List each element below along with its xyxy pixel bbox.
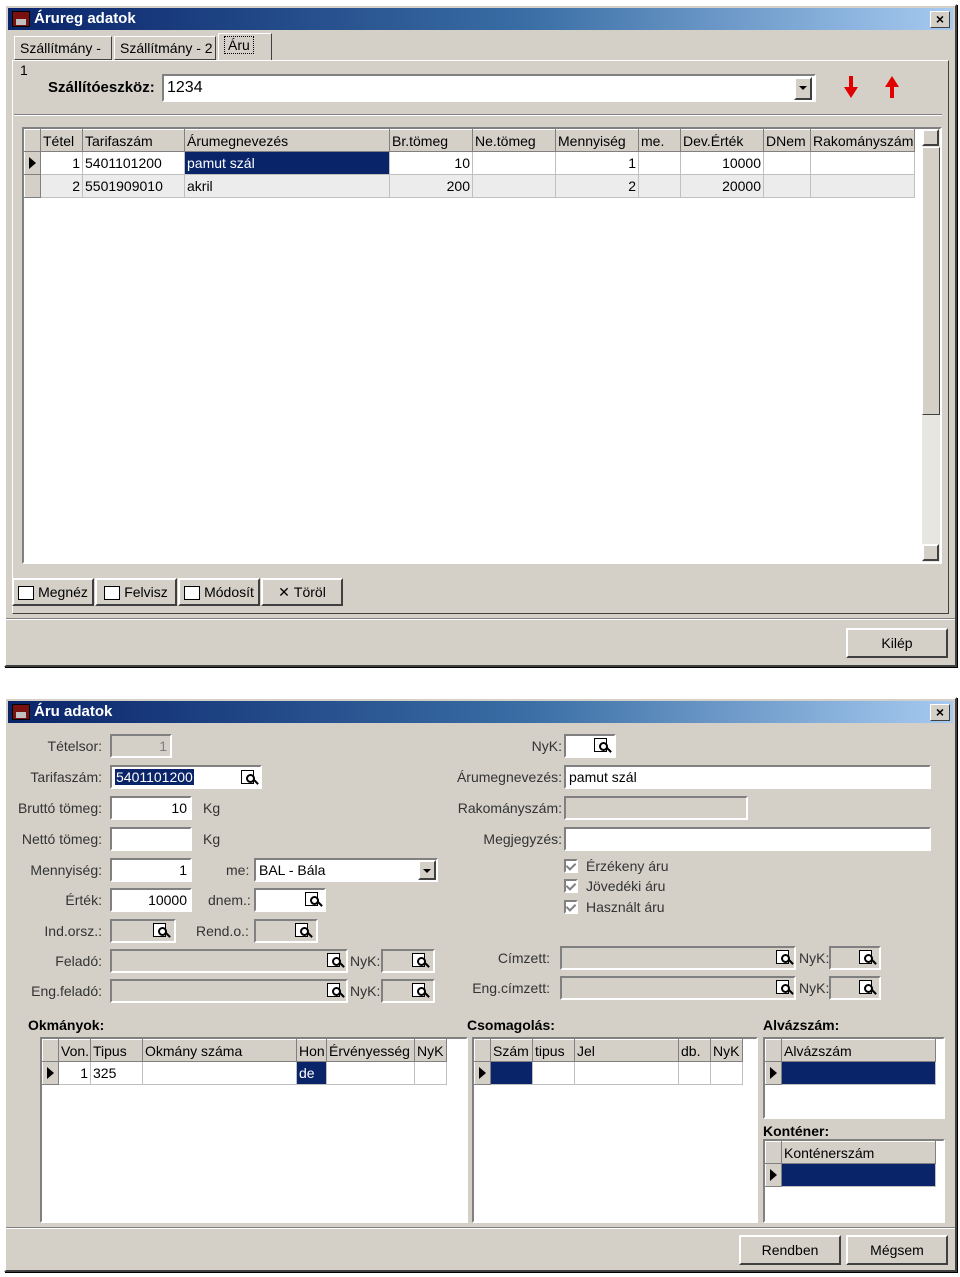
used-label: Használt áru <box>586 899 665 915</box>
cell-erv[interactable] <box>327 1062 415 1085</box>
label-megjegyzes: Megjegyzés: <box>483 831 562 847</box>
row-indicator <box>475 1062 491 1085</box>
felado-field <box>110 949 348 973</box>
delete-label: Töröl <box>293 584 326 600</box>
excise-checkbox[interactable] <box>564 879 578 893</box>
scroll-down-button[interactable] <box>922 544 939 561</box>
cell-ne[interactable] <box>473 152 556 175</box>
tetelsor-field <box>110 734 172 758</box>
megjegyzes-field[interactable] <box>564 827 931 851</box>
felado-nyk-lookup-icon[interactable] <box>411 952 431 970</box>
cell-nev[interactable]: akril <box>185 175 390 198</box>
engfelado-lookup-icon[interactable] <box>326 982 346 1000</box>
label-nyk-top: NyK: <box>531 738 562 754</box>
cell-hon[interactable]: de <box>297 1062 327 1085</box>
window-title: Árureg adatok <box>34 10 136 27</box>
label-rendo: Rend.o.: <box>196 923 249 939</box>
col-header[interactable]: Dev.Érték <box>681 130 764 152</box>
items-grid[interactable] <box>22 127 942 564</box>
used-checkbox[interactable] <box>564 900 578 914</box>
col-header[interactable]: db. <box>679 1040 711 1062</box>
row-indicator <box>766 1062 782 1085</box>
tab-szallitmany-2[interactable] <box>114 36 216 60</box>
view-label: Megnéz <box>38 584 88 600</box>
cell-br[interactable]: 200 <box>390 175 473 198</box>
kontener-grid[interactable] <box>763 1139 945 1223</box>
cell-dev[interactable]: 20000 <box>681 175 764 198</box>
brutto-field[interactable] <box>110 796 192 820</box>
add-icon <box>104 586 120 600</box>
cell-menny[interactable]: 1 <box>556 152 639 175</box>
edit-button[interactable] <box>178 578 260 606</box>
label-tarifaszam: Tarifaszám: <box>30 769 102 785</box>
col-header[interactable]: DNem <box>764 130 811 152</box>
cell-tarifa[interactable]: 5401101200 <box>83 152 185 175</box>
row-indicator <box>766 1164 782 1187</box>
cell-kontener[interactable] <box>782 1164 936 1187</box>
label-engfelado: Eng.feladó: <box>31 983 102 999</box>
table-header <box>766 1040 936 1062</box>
label-indorsz: Ind.orsz.: <box>44 923 102 939</box>
col-header[interactable]: Árumegnevezés <box>185 130 390 152</box>
label-tetelsor: Tételsor: <box>47 738 102 754</box>
cell-me[interactable] <box>639 152 681 175</box>
col-header[interactable]: NyK <box>711 1040 743 1062</box>
label-netto: Nettó tömeg: <box>21 831 102 847</box>
row-indicator <box>25 152 41 175</box>
table-row[interactable] <box>25 175 915 198</box>
cell-tetel[interactable]: 2 <box>41 175 83 198</box>
close-button[interactable]: × <box>930 704 950 721</box>
view-button[interactable] <box>12 578 94 606</box>
corner-cell <box>43 1040 59 1062</box>
cell-nyk[interactable] <box>415 1062 447 1085</box>
exit-label: Kilép <box>881 635 913 651</box>
cell-tetel[interactable]: 1 <box>41 152 83 175</box>
titlebar <box>8 701 953 723</box>
table-row[interactable] <box>766 1164 936 1187</box>
cell-ne[interactable] <box>473 175 556 198</box>
cell-tarifa[interactable]: 5501909010 <box>83 175 185 198</box>
label-engcimzett: Eng.címzett: <box>472 980 550 996</box>
view-icon <box>18 586 34 600</box>
label-cimzett: Címzett: <box>497 950 550 966</box>
alvaz-table <box>765 1039 936 1085</box>
tab-label: Áru <box>224 36 254 54</box>
alvaz-grid[interactable] <box>763 1037 945 1119</box>
ertek-field[interactable] <box>110 888 192 912</box>
me-value: BAL - Bála <box>259 862 326 878</box>
cancel-label: Mégsem <box>870 1242 924 1258</box>
col-header[interactable]: Jel <box>575 1040 679 1062</box>
col-header[interactable]: Von. <box>59 1040 91 1062</box>
cimzett-field <box>560 946 796 970</box>
cancel-button[interactable] <box>846 1235 948 1265</box>
separator <box>14 114 942 116</box>
label-engfelado-nyk: NyK: <box>350 983 381 999</box>
col-header[interactable]: me. <box>639 130 681 152</box>
label-ertek: Érték: <box>65 892 102 908</box>
tab-label: Szállítmány - 1 <box>20 40 101 78</box>
csomagolas-title: Csomagolás: <box>467 1017 555 1033</box>
cell-dnem[interactable] <box>764 175 811 198</box>
table-row[interactable] <box>766 1062 936 1085</box>
col-header[interactable]: Ne.tömeg <box>473 130 556 152</box>
okmanyok-title: Okmányok: <box>28 1017 105 1033</box>
netto-unit: Kg <box>203 831 221 847</box>
scroll-up-button[interactable] <box>922 129 939 146</box>
indorsz-lookup-icon[interactable] <box>152 922 172 940</box>
delete-button[interactable] <box>261 578 343 606</box>
table-header <box>766 1142 936 1164</box>
cell-szam[interactable] <box>491 1062 533 1085</box>
kontener-title: Konténer: <box>763 1123 830 1139</box>
kontener-table <box>765 1141 936 1187</box>
cimzett-nyk-lookup-icon[interactable] <box>858 949 878 967</box>
window-title: Áru adatok <box>34 703 113 720</box>
sensitive-checkbox[interactable] <box>564 859 578 873</box>
tab-label: Szállítmány - 2 <box>120 40 213 56</box>
col-header[interactable]: Tarifaszám <box>83 130 185 152</box>
mennyiseg-field[interactable] <box>110 858 192 882</box>
felado-lookup-icon[interactable] <box>326 952 346 970</box>
transport-dropdown-button[interactable] <box>794 77 812 100</box>
label-felado-nyk: NyK: <box>350 953 381 969</box>
label-felado: Feladó: <box>55 953 102 969</box>
okmanyok-grid[interactable] <box>40 1037 468 1223</box>
me-select[interactable] <box>254 858 438 882</box>
engcimzett-field <box>560 976 796 1000</box>
me-dropdown-button[interactable] <box>418 860 436 880</box>
col-header[interactable]: Szám <box>491 1040 533 1062</box>
col-header[interactable]: Br.tömeg <box>390 130 473 152</box>
app-icon <box>12 704 30 720</box>
window-arureg <box>4 4 957 667</box>
vertical-scrollbar[interactable] <box>922 129 940 562</box>
add-label: Felvisz <box>124 584 168 600</box>
cell-dev[interactable]: 10000 <box>681 152 764 175</box>
rendo-lookup-icon[interactable] <box>294 922 314 940</box>
engfelado-nyk-lookup-icon[interactable] <box>411 982 431 1000</box>
label-rakomany: Rakományszám: <box>457 800 562 816</box>
brutto-unit: Kg <box>203 800 221 816</box>
col-header[interactable]: Mennyiség <box>556 130 639 152</box>
transport-combo[interactable] <box>162 74 816 102</box>
tarifaszam-value: 5401101200 <box>116 769 193 785</box>
col-header[interactable]: Tétel <box>41 130 83 152</box>
col-header[interactable]: Hon <box>297 1040 327 1062</box>
cell-dnem[interactable] <box>764 152 811 175</box>
engfelado-field <box>110 979 348 1003</box>
cell-rak[interactable] <box>811 152 915 175</box>
corner-cell <box>766 1040 782 1062</box>
col-header[interactable]: Rakományszám <box>811 130 915 152</box>
table-row[interactable] <box>25 152 915 175</box>
table-row[interactable] <box>475 1062 743 1085</box>
tab-szallitmany-1[interactable] <box>14 36 112 78</box>
exit-button[interactable] <box>846 628 948 658</box>
label-cimzett-nyk: NyK: <box>799 950 830 966</box>
cell-br[interactable]: 10 <box>390 152 473 175</box>
row-indicator <box>43 1062 59 1085</box>
col-header[interactable]: Alvázszám <box>782 1040 936 1062</box>
scroll-thumb[interactable] <box>922 147 940 415</box>
titlebar <box>8 8 953 30</box>
label-brutto: Bruttó tömeg: <box>17 800 102 816</box>
col-header[interactable]: Okmány száma <box>143 1040 297 1062</box>
move-down-icon[interactable] <box>844 76 858 98</box>
tetelsor-value: 1 <box>159 738 167 754</box>
cell-nyk[interactable] <box>711 1062 743 1085</box>
col-header[interactable]: tipus <box>533 1040 575 1062</box>
engcimzett-lookup-icon[interactable] <box>775 979 795 997</box>
tarifaszam-lookup-icon[interactable] <box>240 769 260 787</box>
cell-menny[interactable]: 2 <box>556 175 639 198</box>
label-arumegnev: Árumegnevezés: <box>456 769 562 785</box>
cell-alvaz[interactable] <box>782 1062 936 1085</box>
cell-rak[interactable] <box>811 175 915 198</box>
csomagolas-table <box>474 1039 743 1085</box>
cell-nev[interactable]: pamut szál <box>185 152 390 175</box>
label-mennyiseg: Mennyiség: <box>30 862 102 878</box>
corner-cell <box>475 1040 491 1062</box>
corner-cell <box>25 130 41 152</box>
cell-me[interactable] <box>639 175 681 198</box>
alvaz-title: Alvázszám: <box>763 1017 840 1033</box>
cell-szam[interactable] <box>143 1062 297 1085</box>
arumegnev-field[interactable] <box>564 765 931 789</box>
window-aru-adatok <box>4 697 957 1272</box>
arumegnev-value: pamut szál <box>569 769 637 785</box>
brutto-value: 10 <box>171 800 187 816</box>
cell-von[interactable]: 1 <box>59 1062 91 1085</box>
separator <box>6 1227 955 1229</box>
col-header[interactable]: Érvényesség <box>327 1040 415 1062</box>
col-header[interactable]: Konténerszám <box>782 1142 936 1164</box>
label-dnem: dnem.: <box>208 892 251 908</box>
table-header <box>475 1040 743 1062</box>
nyk-top-lookup-icon[interactable] <box>593 737 613 755</box>
transport-label: Szállítóeszköz: <box>48 79 155 96</box>
transport-value: 1234 <box>167 79 203 96</box>
move-up-icon[interactable] <box>885 76 899 98</box>
label-me: me: <box>226 862 250 878</box>
cell-tipus[interactable] <box>533 1062 575 1085</box>
excise-label: Jövedéki áru <box>586 878 666 894</box>
label-engcimzett-nyk: NyK: <box>799 980 830 996</box>
netto-field[interactable] <box>110 827 192 851</box>
edit-icon <box>184 586 200 600</box>
ok-button[interactable] <box>739 1235 841 1265</box>
mennyiseg-value: 1 <box>179 862 187 878</box>
cell-jel[interactable] <box>575 1062 679 1085</box>
ertek-value: 10000 <box>148 892 187 908</box>
corner-cell <box>766 1142 782 1164</box>
edit-label: Módosít <box>204 584 254 600</box>
dnem-lookup-icon[interactable] <box>304 891 324 909</box>
app-icon <box>12 11 30 27</box>
col-header[interactable]: Tipus <box>91 1040 143 1062</box>
sensitive-label: Érzékeny áru <box>586 858 669 874</box>
rakomany-field <box>564 796 748 820</box>
table-row[interactable] <box>43 1062 447 1085</box>
cimzett-lookup-icon[interactable] <box>775 949 795 967</box>
items-table <box>24 129 915 198</box>
csomagolas-grid[interactable] <box>472 1037 758 1223</box>
cell-tipus[interactable]: 325 <box>91 1062 143 1085</box>
close-button[interactable]: × <box>930 11 950 28</box>
engcimzett-nyk-lookup-icon[interactable] <box>858 979 878 997</box>
row-indicator <box>25 175 41 198</box>
table-header <box>43 1040 447 1062</box>
tab-aru[interactable] <box>218 33 272 61</box>
col-header[interactable]: NyK <box>415 1040 447 1062</box>
separator <box>6 618 955 620</box>
table-header <box>25 130 915 152</box>
delete-icon: ✕ <box>278 584 290 600</box>
add-button[interactable] <box>95 578 177 606</box>
ok-label: Rendben <box>761 1242 819 1258</box>
okmanyok-table <box>42 1039 447 1085</box>
cell-db[interactable] <box>679 1062 711 1085</box>
